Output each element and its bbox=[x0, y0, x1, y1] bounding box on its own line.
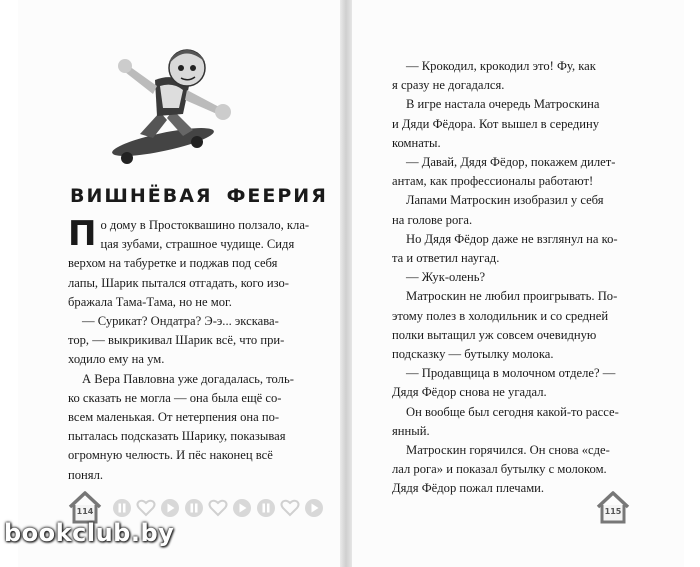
text-line: В игре настала очередь Матроскина bbox=[406, 97, 600, 112]
paragraph bbox=[392, 403, 637, 441]
text-line: всем маленькая. От нетерпения она по- bbox=[68, 410, 280, 425]
play-icon bbox=[232, 498, 252, 518]
text-line: цая зубами, страшное чудище. Сидя bbox=[100, 237, 295, 252]
text-line: та и ответил наугад. bbox=[392, 251, 500, 266]
chapter-title-word-2: ФЕЕРИЯ bbox=[226, 185, 328, 207]
text-line: Он вообще был сегодня какой-то рассе- bbox=[406, 404, 619, 419]
play-icon bbox=[304, 498, 324, 518]
text-line: ко сказать не могла — она была ещё со- bbox=[68, 390, 282, 405]
text-line: Лапами Матроскин изобразил у себя bbox=[406, 193, 604, 208]
decorative-icon-strip bbox=[112, 498, 324, 518]
page-number: 114 bbox=[76, 507, 94, 516]
paragraph bbox=[68, 370, 313, 485]
text-line: понял. bbox=[68, 467, 104, 482]
text-line: Матроскин горячился. Он снова «сде- bbox=[406, 443, 610, 458]
paragraph bbox=[392, 191, 637, 229]
home-icon-right[interactable] bbox=[594, 488, 632, 526]
text-line: ходило ему на ум. bbox=[68, 352, 165, 367]
text-line: янный. bbox=[392, 423, 430, 438]
text-line: антам, как профессионалы работают! bbox=[392, 174, 594, 189]
page-number: 115 bbox=[604, 507, 622, 516]
text-line: подсказку — бутылку молока. bbox=[392, 347, 554, 362]
pause-icon bbox=[184, 498, 204, 518]
drop-cap: П bbox=[68, 214, 97, 254]
heart-icon bbox=[208, 498, 228, 518]
paragraph bbox=[392, 95, 637, 153]
text-line: лал рога» и показал бутылку с молоком. bbox=[392, 462, 607, 477]
left-page-text bbox=[68, 216, 313, 485]
text-line: полки вытащил уж совсем очевидную bbox=[392, 327, 597, 342]
text-line: я сразу не догадался. bbox=[392, 78, 505, 93]
text-line: лапы, Шарик пытался отгадать, кого изо- bbox=[68, 275, 289, 290]
text-line: тор, — выкрикивал Шарик всё, что при- bbox=[68, 333, 285, 348]
text-line: Но Дядя Фёдор даже не взглянул на ко- bbox=[406, 231, 618, 246]
text-line: на голове рога. bbox=[392, 212, 473, 227]
paragraph bbox=[392, 364, 637, 402]
text-line: — Крокодил, крокодил это! Фу, как bbox=[406, 59, 596, 73]
heart-icon bbox=[136, 498, 156, 518]
heart-icon bbox=[280, 498, 300, 518]
text-line: этому полез в холодильник и со средней bbox=[392, 308, 609, 323]
right-page-text bbox=[392, 57, 637, 499]
paragraph bbox=[392, 153, 637, 191]
watermark: bookclub.by bbox=[4, 519, 175, 547]
text-line: — Продавщица в молочном отделе? — bbox=[406, 366, 616, 381]
skateboarder-illustration bbox=[105, 42, 255, 172]
text-line: Матроскин не любил проигрывать. По- bbox=[406, 289, 618, 304]
play-icon bbox=[160, 498, 180, 518]
text-line: — Жук-олень? bbox=[406, 270, 486, 285]
chapter-title bbox=[70, 185, 328, 207]
text-line: — Сурикат? Ондатра? Э-э... экскава- bbox=[82, 314, 279, 329]
paragraph bbox=[392, 230, 637, 268]
paragraph bbox=[68, 312, 313, 370]
chapter-title-word-1: ВИШНЁВАЯ bbox=[70, 185, 213, 207]
text-line: огромную челюсть. И пёс наконец всё bbox=[68, 448, 273, 463]
paragraph bbox=[392, 268, 637, 287]
text-line: Дядя Фёдор пожал плечами. bbox=[392, 481, 545, 496]
text-line: бражала Тама-Тама, но не мог. bbox=[68, 294, 232, 309]
text-line: и Дяди Фёдора. Кот вышел в середину bbox=[392, 116, 600, 131]
book-gutter bbox=[340, 0, 352, 567]
paragraph bbox=[392, 287, 637, 364]
text-line: — Давай, Дядя Фёдор, покажем дилет- bbox=[406, 155, 616, 170]
text-line: верхом на табуретке и поджав под себя bbox=[68, 256, 278, 271]
pause-icon bbox=[112, 498, 132, 518]
text-line: А Вера Павловна уже догадалась, толь- bbox=[82, 371, 294, 386]
paragraph bbox=[392, 57, 637, 95]
text-line: пыталась подсказать Шарику, показывая bbox=[68, 429, 286, 444]
paragraph bbox=[68, 216, 313, 312]
pause-icon bbox=[256, 498, 276, 518]
text-line: о дому в Простоквашино ползало, кла- bbox=[100, 218, 310, 232]
text-line: комнаты. bbox=[392, 135, 441, 150]
text-line: Дядя Фёдор снова не угадал. bbox=[392, 385, 547, 400]
